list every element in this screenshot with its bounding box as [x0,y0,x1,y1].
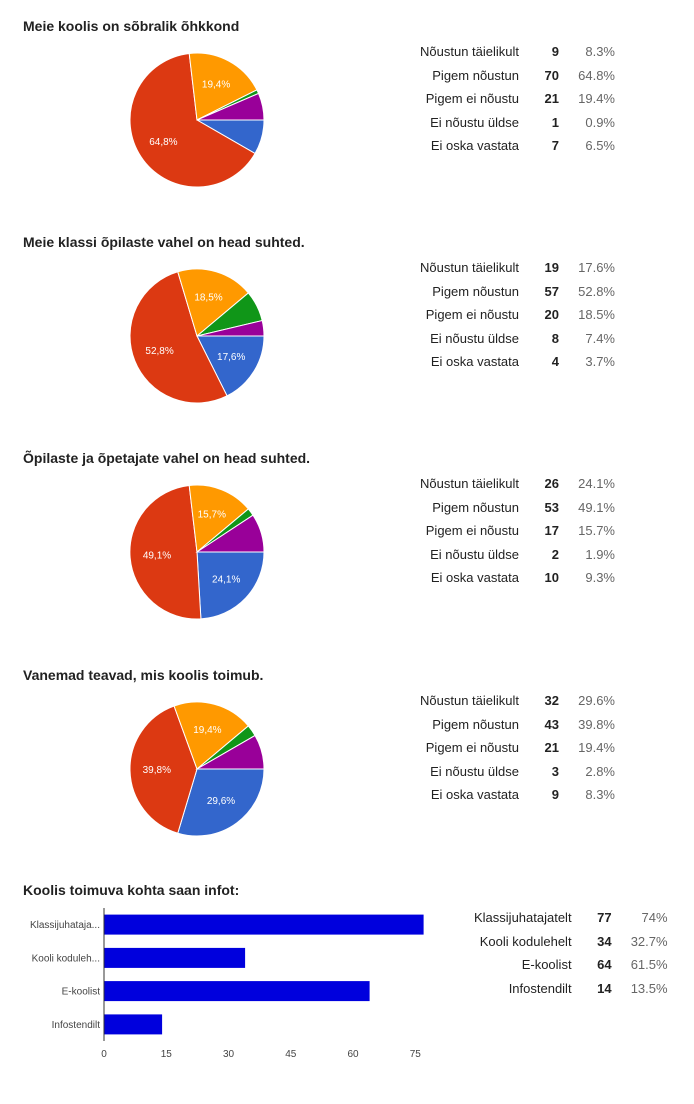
stats-row [474,977,668,1001]
answer-percent: 17.6% [578,260,615,275]
bar [104,1014,162,1034]
answer-label: Ei nõustu üldse [430,114,519,130]
question-section-2 [0,234,694,434]
answer-count: 32 [544,693,559,708]
answer-count: 3 [551,763,559,779]
answer-label: Ei oska vastata [430,787,519,802]
stats-row [420,760,615,784]
question-title: Õpilaste ja õpetajate vahel on head suhted. [23,450,311,466]
stats-row [420,566,615,590]
answer-count: 34 [597,933,612,949]
question-section-1 [0,18,694,218]
x-tick-label: 60 [347,1049,359,1060]
y-tick-label: Kooli koduleh... [31,953,100,965]
answer-count: 1 [551,114,559,130]
question-section-4 [0,667,694,867]
answer-percent: 19.4% [578,740,615,755]
stats-row [420,496,615,520]
stats-table [420,689,615,807]
answer-percent: 18.5% [578,307,615,322]
question-title: Meie klassi õpilaste vahel on head suhted. [23,234,305,250]
answer-count: 19 [544,260,559,275]
answer-count: 70 [544,67,559,83]
x-tick-label: 45 [285,1049,297,1060]
x-tick-label: 75 [409,1049,421,1060]
question-title: Meie koolis on sõbralik õhkkond [23,18,240,34]
stats-row [474,953,668,977]
answer-label: Pigem nõustun [432,499,519,515]
answer-percent: 15.7% [578,523,615,538]
stats-row [420,111,615,135]
bar-chart [0,908,440,1088]
pie-slice-label: 19,4% [201,79,231,91]
answer-count: 7 [551,138,559,153]
stats-row [420,280,615,304]
answer-label: Pigem ei nõustu [425,91,519,106]
stats-row [420,472,615,496]
answer-count: 9 [551,787,559,802]
answer-label: E-koolist [521,957,572,972]
x-tick-label: 0 [101,1049,107,1060]
question-title: Koolis toimuva kohta saan infot: [23,882,240,898]
answer-label: Nõustun täielikult [420,476,519,491]
pie-slice-label: 29,6% [206,796,236,808]
answer-percent: 29.6% [578,693,615,708]
answer-count: 8 [551,330,559,346]
answer-label: Pigem nõustun [432,67,519,83]
question-title: Vanemad teavad, mis koolis toimub. [23,667,264,683]
answer-label: Ei oska vastata [430,138,519,153]
answer-count: 17 [544,523,559,538]
stats-row [474,906,668,930]
answer-count: 57 [544,283,559,299]
pie-slice-label: 19,4% [193,725,222,737]
pie-slice-label: 39,8% [142,765,171,777]
answer-count: 2 [551,546,559,562]
answer-label: Kooli kodulehelt [479,933,572,949]
question-section-3 [0,450,694,650]
bar [104,915,424,935]
answer-percent: 8.3% [585,44,615,59]
y-tick-label: Klassijuhataja... [29,920,100,932]
answer-count: 4 [551,354,559,369]
answer-percent: 3.7% [585,354,615,369]
answer-percent: 7.4% [585,330,615,346]
answer-percent: 24.1% [578,476,615,491]
stats-row [420,713,615,737]
answer-label: Ei nõustu üldse [430,546,519,562]
question-section-5 [0,882,694,1082]
answer-percent: 39.8% [578,716,615,732]
pie-slice-label: 18,5% [194,292,223,304]
answer-count: 14 [597,980,612,996]
pie-chart [120,40,280,200]
answer-label: Ei nõustu üldse [430,763,519,779]
answer-count: 21 [544,740,559,755]
pie-slice-label: 64,8% [149,137,178,149]
stats-table [420,256,615,374]
answer-percent: 2.8% [585,763,615,779]
answer-count: 64 [597,957,612,972]
answer-percent: 9.3% [585,570,615,585]
pie-chart [120,256,280,416]
answer-percent: 74% [641,910,668,925]
answer-label: Pigem nõustun [432,716,519,732]
answer-count: 20 [544,307,559,322]
pie-slice-label: 15,7% [197,509,226,521]
stats-table [420,472,615,590]
stats-row [420,350,615,374]
answer-percent: 1.9% [585,546,615,562]
answer-label: Nõustun täielikult [420,44,519,59]
answer-count: 43 [544,716,559,732]
pie-slice-label: 52,8% [145,345,174,357]
y-tick-label: Infostendilt [51,1019,100,1031]
answer-count: 26 [544,476,559,491]
answer-label: Ei oska vastata [430,354,519,369]
answer-label: Nõustun täielikult [420,260,519,275]
answer-percent: 52.8% [578,283,615,299]
bar [104,981,370,1001]
pie-chart [120,689,280,849]
answer-percent: 13.5% [630,980,668,996]
answer-percent: 49.1% [578,499,615,515]
stats-row [420,87,615,111]
answer-count: 21 [544,91,559,106]
answer-percent: 19.4% [578,91,615,106]
answer-percent: 8.3% [585,787,615,802]
stats-row [420,783,615,807]
pie-slice-label: 17,6% [217,352,246,364]
answer-label: Ei nõustu üldse [430,330,519,346]
stats-row [420,303,615,327]
answer-label: Infostendilt [508,980,572,996]
answer-label: Ei oska vastata [430,570,519,585]
stats-table [474,906,668,1000]
stats-row [420,134,615,158]
pie-slice-label: 24,1% [212,574,241,586]
answer-count: 9 [551,44,559,59]
answer-percent: 64.8% [578,67,615,83]
answer-percent: 0.9% [585,114,615,130]
y-tick-label: E-koolist [61,986,100,998]
answer-count: 53 [544,499,559,515]
bar [104,948,245,968]
answer-percent: 32.7% [630,933,668,949]
stats-row [420,327,615,351]
x-tick-label: 30 [222,1049,235,1060]
answer-label: Klassijuhatajatelt [474,910,572,925]
answer-percent: 61.5% [630,957,668,972]
answer-label: Pigem ei nõustu [425,740,519,755]
answer-label: Pigem nõustun [432,283,519,299]
stats-row [420,519,615,543]
stats-row [420,736,615,760]
answer-count: 77 [597,910,612,925]
answer-label: Nõustun täielikult [420,693,519,708]
stats-row [420,40,615,64]
answer-count: 10 [544,570,559,585]
stats-row [420,689,615,713]
pie-chart [120,472,280,632]
stats-row [474,930,668,954]
stats-row [420,64,615,88]
stats-table [420,40,615,158]
pie-slice-label: 49,1% [142,550,172,562]
answer-percent: 6.5% [585,138,615,153]
stats-row [420,256,615,280]
answer-label: Pigem ei nõustu [425,523,519,538]
stats-row [420,543,615,567]
x-tick-label: 15 [160,1049,172,1060]
answer-label: Pigem ei nõustu [425,307,519,322]
